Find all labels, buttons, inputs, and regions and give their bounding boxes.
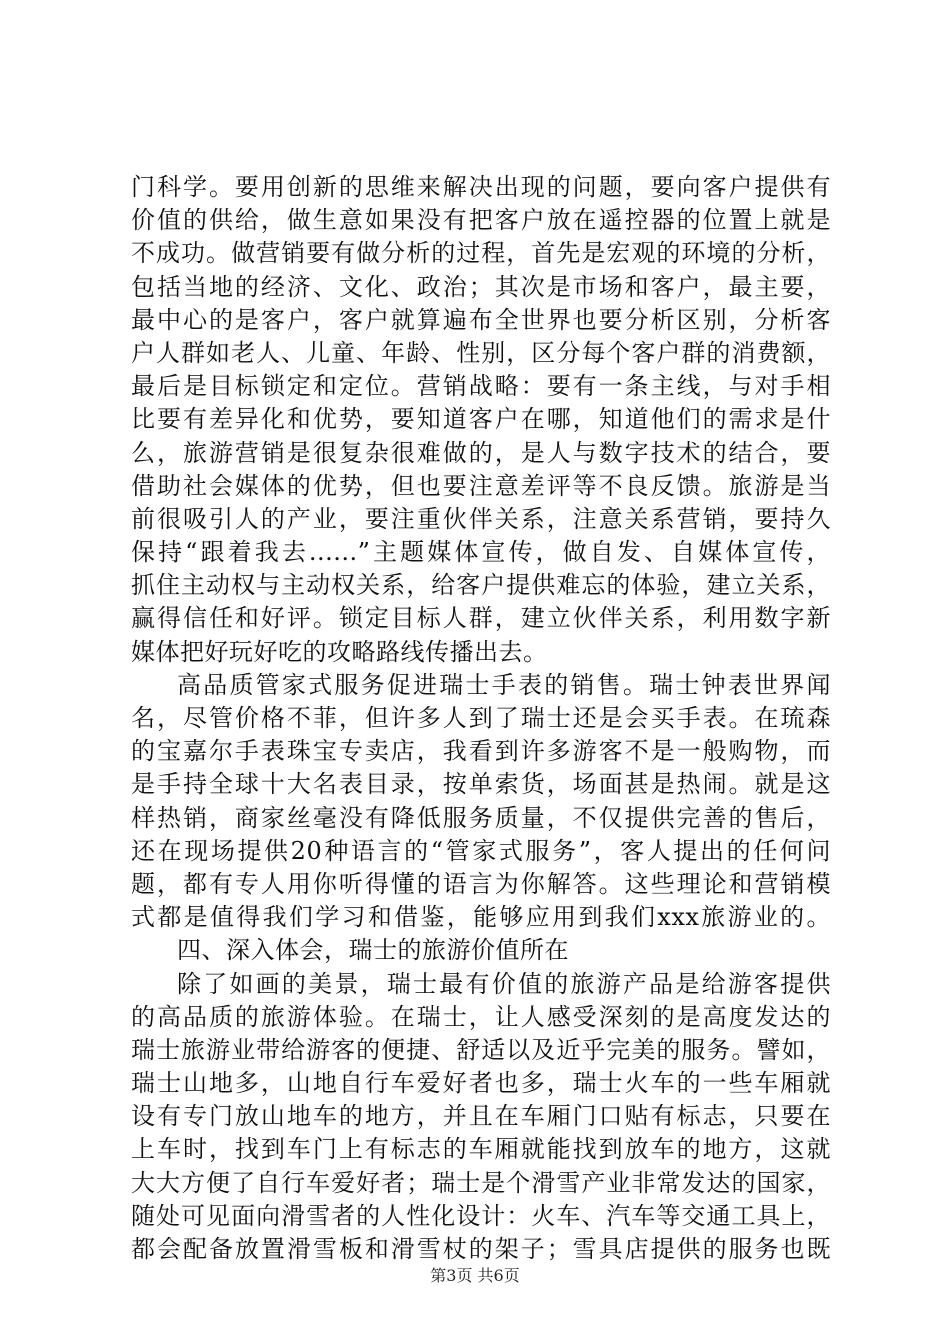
text-line: 是手持全球十大名表目录，按单索货，场面甚是热闹。就是这 <box>131 770 831 799</box>
text-line: 瑞士旅游业带给游客的便捷、舒适以及近乎完美的服务。譬如， <box>131 1035 831 1064</box>
text-line: 上车时，找到车门上有标志的车厢就能找到放车的地方，这就 <box>131 1135 831 1164</box>
page-number-footer: 第3页 共6页 <box>430 1266 520 1285</box>
paragraph-start-line: 高品质管家式服务促进瑞士手表的销售。瑞士钟表世界闻 <box>177 670 831 699</box>
text-line: 的宝嘉尔手表珠宝专卖店，我看到许多游客不是一般购物，而 <box>131 737 831 766</box>
text-line: 设有专门放山地车的地方，并且在车厢门口贴有标志，只要在 <box>131 1102 831 1131</box>
text-line: 抓住主动权与主动权关系，给客户提供难忘的体验，建立关系， <box>131 571 831 600</box>
text-line: 前很吸引人的产业，要注重伙伴关系，注意关系营销，要持久 <box>131 504 831 533</box>
text-line: 样热销，商家丝毫没有降低服务质量，不仅提供完善的售后， <box>131 803 831 832</box>
text-line: 比要有差异化和优势，要知道客户在哪，知道他们的需求是什 <box>131 405 831 434</box>
text-line: 都会配备放置滑雪板和滑雪杖的架子；雪具店提供的服务也既 <box>131 1235 831 1263</box>
text-line: 最后是目标锁定和定位。营销战略：要有一条主线，与对手相 <box>131 372 831 401</box>
text-line: 式都是值得我们学习和借鉴，能够应用到我们xxx旅游业的。 <box>131 903 831 932</box>
text-line: 的高品质的旅游体验。在瑞士，让人感受深刻的是高度发达的 <box>131 1002 831 1031</box>
text-line: 大大方便了自行车爱好者；瑞士是个滑雪产业非常发达的国家， <box>131 1168 831 1197</box>
text-line-paragraph-end: 媒体把好玩好吃的攻略路线传播出去。 <box>131 637 548 666</box>
text-line: 最中心的是客户，客户就算遍布全世界也要分析区别，分析客 <box>131 305 831 334</box>
text-line: 门科学。要用创新的思维来解决出现的问题，要向客户提供有 <box>131 173 831 201</box>
text-line: 借助社会媒体的优势，但也要注意差评等不良反馈。旅游是当 <box>131 471 831 500</box>
section-heading: 四、深入体会，瑞士的旅游价值所在 <box>177 936 569 965</box>
text-line: 瑞士山地多，山地自行车爱好者也多，瑞士火车的一些车厢就 <box>131 1069 831 1098</box>
text-line: 赢得信任和好评。锁定目标人群，建立伙伴关系，利用数字新 <box>131 604 831 633</box>
text-line: 户人群如老人、儿童、年龄、性别，区分每个客户群的消费额， <box>131 338 831 367</box>
paragraph-start-line: 除了如画的美景，瑞士最有价值的旅游产品是给游客提供 <box>177 969 831 998</box>
text-line: 随处可见面向滑雪者的人性化设计：火车、汽车等交通工具上， <box>131 1201 831 1230</box>
body-text <box>131 171 831 1266</box>
text-line: 价值的供给，做生意如果没有把客户放在遥控器的位置上就是 <box>131 206 831 235</box>
text-line: 保持“跟着我去......”主题媒体宣传，做自发、自媒体宣传， <box>131 538 831 567</box>
text-line: 名，尽管价格不菲，但许多人到了瑞士还是会买手表。在琉森 <box>131 704 831 732</box>
text-line: 还在现场提供20种语言的“管家式服务”，客人提出的任何问 <box>131 836 831 865</box>
text-line: 么，旅游营销是很复杂很难做的，是人与数字技术的结合，要 <box>131 438 831 467</box>
text-line: 不成功。做营销要有做分析的过程，首先是宏观的环境的分析， <box>131 239 831 268</box>
text-line: 题，都有专人用你听得懂的语言为你解答。这些理论和营销模 <box>131 869 831 898</box>
text-line: 包括当地的经济、文化、政治；其次是市场和客户，最主要， <box>131 272 831 301</box>
